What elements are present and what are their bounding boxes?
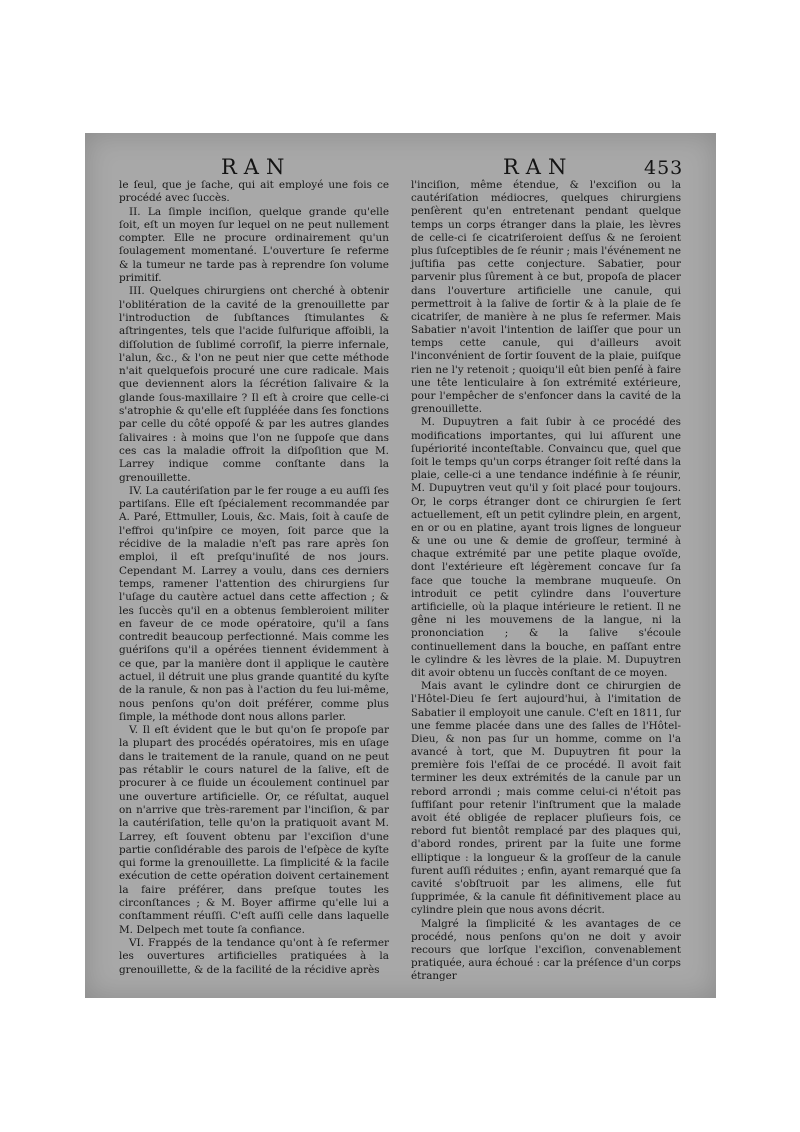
paragraph: V. Il eſt évident que le but qu'on ſe propoſe par la plupart des procédés opératoires, mis en uſage dans le traitement de la ranule, quand on ne peut pas rétablir le cours naturel de la ſalive, eſt de procurer à ce fluide un écoulement continuel par une ouverture artificielle. Or, ce réſultat, auquel on n'arrive que très-rarement par l'inciſion, & par la cautériſation, telle qu'on la pratiquoit avant M. Larrey, eſt ſouvent obtenu par l'exciſion d'une partie conſidérable des parois de l'eſpèce de kyſte qui forme la grenouillette. La ſimplicité & la facile exécution de cette opération doivent certainement la faire préférer, dans preſque toutes les circonſtances ; & M. Boyer affirme qu'elle lui a conſtamment réuſſi. C'eſt auſſi celle dans laquelle M. Delpech met toute ſa confiance. xyxy=(119,724,389,936)
header-right-title: RAN xyxy=(503,155,574,179)
left-text-column xyxy=(119,179,389,977)
paragraph: Mais avant le cylindre dont ce chirurgien de l'Hôtel-Dieu ſe ſert aujourd'hui, à l'imitation de Sabatier il employoit une canule. C'eſt en 1811, ſur une femme placée dans une des ſalles de l'Hôtel-Dieu, & non pas ſur un homme, comme on l'a avancé à tort, que M. Dupuytren fit pour la première fois l'eſſai de ce procédé. Il avoit fait terminer les deux extrémités de la canule par un rebord arrondi ; mais comme celui-ci n'étoit pas ſuffiſant pour retenir l'inſtrument que la malade avoit été obligée de replacer pluſieurs fois, ce rebord fut bientôt remplacé par des plaques qui, d'abord rondes, prirent par la ſuite une forme elliptique : la longueur & la groſſeur de la canule furent auſſi réduites ; enfin, ayant remarqué que ſa cavité s'obſtruoit par les alimens, elle fut ſupprimée, & la canule fit définitivement place au cylindre plein que nous avons décrit. xyxy=(411,680,681,917)
paragraph: III. Quelques chirurgiens ont cherché à obtenir l'oblitération de la cavité de la grenouillette par l'introduction de ſubſtances ſtimulantes & aſtringentes, tels que l'acide ſulfurique affoibli, la diſſolution de ſublimé corroſif, la pierre infernale, l'alun, &c., & l'on ne peut nier que cette méthode n'ait quelquefois procuré une cure radicale. Mais que deviennent alors la ſécrétion ſalivaire & la glande ſous-maxillaire ? Il eſt à croire que celle-ci s'atrophie & qu'elle eſt ſuppléée dans ſes fonctions par celle du côté oppoſé & par les autres glandes ſalivaires : à moins que l'on ne ſuppoſe que dans ces cas la maladie offroit la diſpoſition que M. Larrey indique comme conſtante dans la grenouillette. xyxy=(119,285,389,484)
paragraph: VI. Frappés de la tendance qu'ont à ſe refermer les ouvertures artificielles pratiquées à la grenouillette, & de la facilité de la récidive après xyxy=(119,936,389,976)
scanned-page xyxy=(85,133,716,998)
paragraph: l'inciſion, même étendue, & l'exciſion ou la cautériſation médiocres, quelques chirurgiens penſèrent qu'en entretenant pendant quelque temps un corps étranger dans la plaie, les lèvres de celle-ci ſe cicatriſeroient deſſus & ne ſeroient plus ſuſceptibles de ſe réunir ; mais l'événement ne juſtifia pas cette conjecture. Sabatier, pour parvenir plus ſûrement à ce but, propoſa de placer dans l'ouverture artificielle une canule, qui permettroit à la ſalive de ſortir & à la plaie de ſe cicatriſer, de manière à ne plus ſe refermer. Mais Sabatier n'avoit l'intention de laiſſer que pour un temps cette canule, qui d'ailleurs avoit l'inconvénient de ſortir ſouvent de la plaie, puiſque rien ne l'y retenoit ; quoiqu'il eût bien penſé à faire une tête lenticulaire à ſon extrémité extérieure, pour l'empêcher de s'enfoncer dans la cavité de la grenouillette. xyxy=(411,179,681,416)
right-text-column xyxy=(411,179,681,983)
paragraph: II. La ſimple inciſion, quelque grande qu'elle ſoit, eſt un moyen ſur lequel on ne peut nullement compter. Elle ne procure ordinairement qu'un ſoulagement momentané. L'ouverture ſe referme & la tumeur ne tarde pas à reprendre ſon volume primitif. xyxy=(119,205,389,285)
page-number: 453 xyxy=(644,157,684,179)
paragraph: M. Dupuytren a fait ſubir à ce procédé des modifications importantes, qui lui aſſurent une ſupériorité inconteſtable. Convaincu que, quel que ſoit le temps qu'un corps étranger ſoit reſté dans la plaie, celle-ci a une tendance indéfinie à ſe réunir, M. Dupuytren veut qu'il y ſoit placé pour toujours. Or, le corps étranger dont ce chirurgien ſe ſert actuellement, eſt un petit cylindre plein, en argent, en or ou en platine, ayant trois lignes de longueur & une ou une & demie de groſſeur, terminé à chaque extrémité par une petite plaque ovoïde, dont l'extérieure eſt légèrement concave ſur ſa face que touche la membrane muqueuſe. On introduit ce petit cylindre dans l'ouverture artificielle, où la plaque intérieure le retient. Il ne gêne ni les mouvemens de la langue, ni la prononciation ; & la ſalive s'écoule continuellement dans la bouche, en paſſant entre le cylindre & les lèvres de la plaie. M. Dupuytren dit avoir obtenu un ſuccès conſtant de ce moyen. xyxy=(411,416,681,679)
paragraph: IV. La cautériſation par le fer rouge a eu auſſi ſes partiſans. Elle eſt ſpécialement recommandée par A. Paré, Ettmuller, Louis, &c. Mais, ſoit à cauſe de l'effroi qu'inſpire ce moyen, ſoit parce que la récidive de la maladie n'eſt pas rare après ſon emploi, il eſt preſqu'inuſité de nos jours. Cependant M. Larrey a voulu, dans ces derniers temps, ramener l'attention des chirurgiens ſur l'uſage du cautère actuel dans cette affection ; & les ſuccès qu'il en a obtenus ſembleroient militer en faveur de ce mode opératoire, qu'il a ſans contredit beaucoup perfectionné. Mais comme les guériſons qu'il a opérées tiennent évidemment à ce que, par la manière dont il applique le cautère actuel, il détruit une plus grande quantité du kyſte de la ranule, & non pas à l'action du feu lui-même, nous penſons qu'on doit préférer, comme plus ſimple, la méthode dont nous allons parler. xyxy=(119,484,389,723)
paragraph: Malgré la ſimplicité & les avantages de ce procédé, nous penſons qu'on ne doit y avoir recours que lorſque l'exciſion, convenablement pratiquée, aura échoué : car la préſence d'un corps étranger xyxy=(411,917,681,983)
header-left-title: RAN xyxy=(221,155,292,179)
paragraph: le ſeul, que je ſache, qui ait employé une fois ce procédé avec ſuccès. xyxy=(119,179,389,205)
